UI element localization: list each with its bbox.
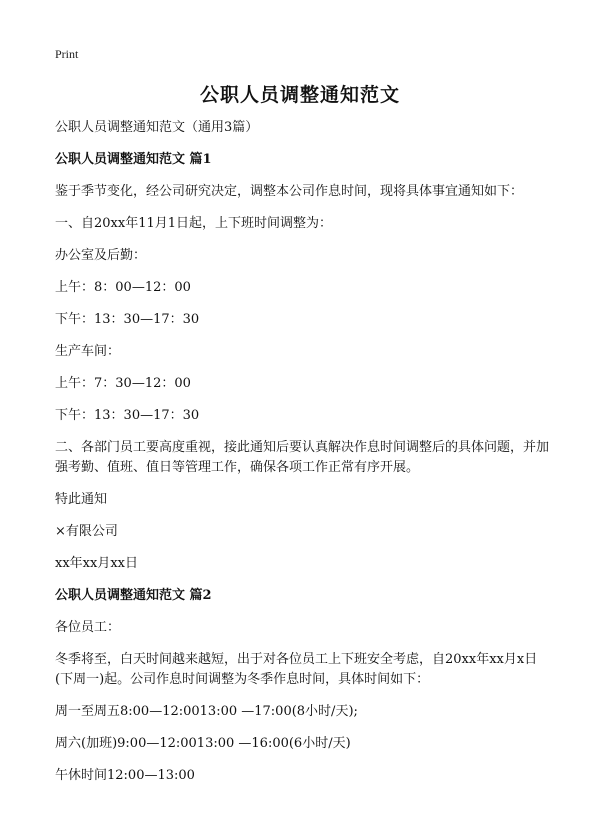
section-heading: 公职人员调整通知范文 篇1	[55, 152, 212, 167]
document-title: 公职人员调整通知范文	[199, 84, 400, 106]
paragraph: 冬季将至，白天时间越来越短，出于对各位员工上下班安全考虑，自20xx年xx月x日(下周一)起。公司作息时间调整为冬季作息时间，具体时间如下：	[55, 652, 538, 687]
paragraph: 上午：7：30—12：00	[55, 376, 191, 391]
paragraph: 下午：13：30—17：30	[55, 408, 200, 423]
paragraph: xx年xx月xx日	[55, 556, 138, 571]
paragraph: 下午：13：30—17：30	[55, 312, 200, 327]
paragraph: 生产车间：	[55, 344, 121, 359]
paragraph: 各位员工：	[55, 620, 121, 635]
print-link[interactable]: Print	[55, 47, 79, 61]
paragraph: 上午：8：00—12：00	[55, 280, 191, 295]
paragraph: 午休时间12:00—13:00	[55, 768, 195, 783]
paragraph: 一、自20xx年11月1日起，上下班时间调整为：	[55, 216, 333, 231]
paragraph: ×有限公司	[55, 524, 118, 539]
document-body	[55, 118, 555, 798]
paragraph: 鉴于季节变化，经公司研究决定，调整本公司作息时间，现将具体事宜通知如下：	[55, 184, 524, 199]
paragraph: 周一至周五8:00—12:0013:00 —17:00(8小时/天);	[55, 704, 358, 719]
paragraph: 特此通知	[55, 492, 108, 507]
document-subtitle: 公职人员调整通知范文（通用3篇）	[55, 120, 259, 135]
paragraph: 二、各部门员工要高度重视，接此通知后要认真解决作息时间调整后的具体问题，并加强考勤、值班、值日等管理工作，确保各项工作正常有序开展。	[55, 440, 550, 475]
paragraph: 周六(加班)9:00—12:0013:00 —16:00(6小时/天)	[55, 736, 351, 751]
paragraph: 办公室及后勤：	[55, 248, 147, 263]
section-heading: 公职人员调整通知范文 篇2	[55, 588, 212, 603]
